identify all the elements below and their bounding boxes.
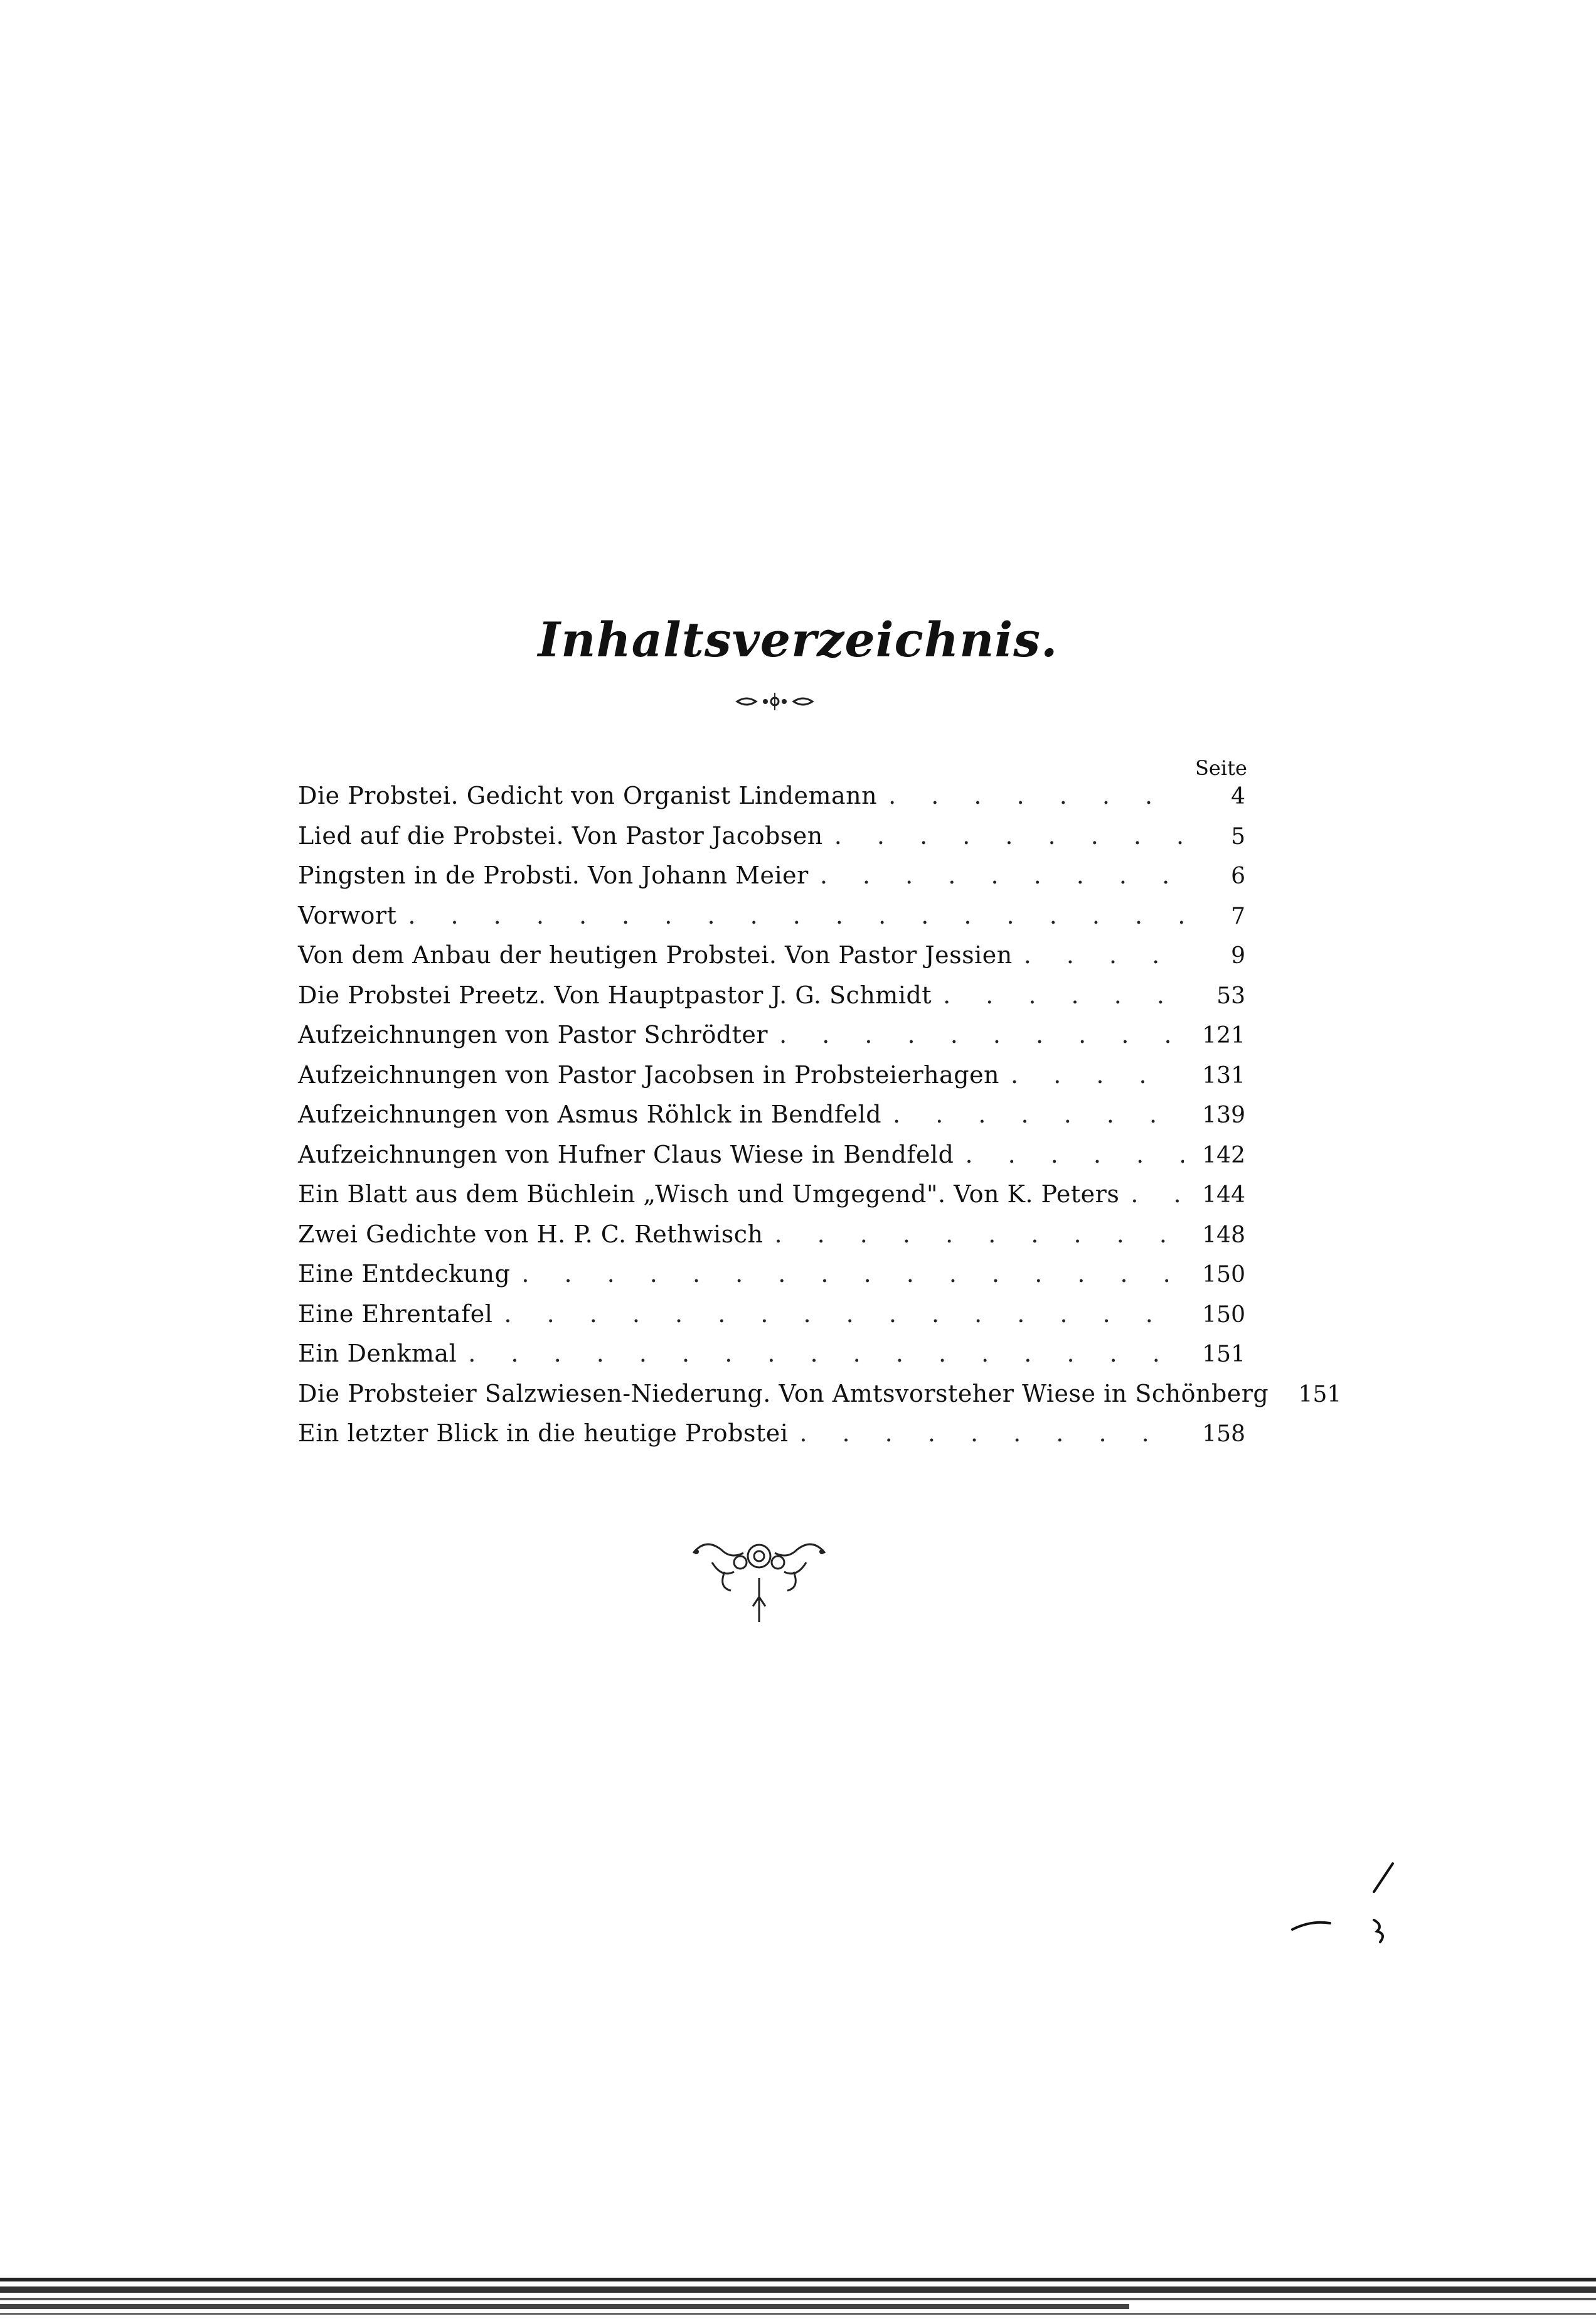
toc-entry xyxy=(298,1215,1245,1255)
toc-entry-title: Aufzeichnungen von Pastor Jacobsen in Probsteierhagen xyxy=(298,1060,1000,1089)
toc-entry xyxy=(298,976,1245,1016)
toc-entry-title: Von dem Anbau der heutigen Probstei. Von Pastor Jessien xyxy=(298,941,1013,969)
dot-leader xyxy=(504,1294,1184,1335)
toc-entry xyxy=(298,1135,1245,1175)
toc-entry-title: Lied auf die Probstei. Von Pastor Jacobsen xyxy=(298,821,823,850)
dot-leader xyxy=(779,1015,1184,1055)
toc-entry-title: Eine Ehrentafel xyxy=(298,1299,493,1328)
dot-leader xyxy=(774,1215,1184,1255)
dot-leader xyxy=(820,856,1184,896)
toc-entry-title: Die Probstei. Gedicht von Organist Lindemann xyxy=(298,782,878,809)
toc-entry xyxy=(298,1055,1245,1096)
toc-entry xyxy=(298,1414,1245,1454)
dot-leader xyxy=(408,896,1184,936)
dot-leader xyxy=(1130,1175,1184,1215)
toc-entry xyxy=(298,856,1245,896)
stray-ink-marks xyxy=(1280,1857,1405,1951)
toc-entry-title: Vorwort xyxy=(298,901,397,929)
scanned-page-edge xyxy=(0,2259,1596,2321)
toc-entry-page: 142 xyxy=(1202,1142,1245,1168)
toc-entry-page: 151 xyxy=(1202,1342,1245,1367)
toc-entry xyxy=(298,776,1245,816)
toc-entry-title: Aufzeichnungen von Pastor Schrödter xyxy=(298,1021,769,1048)
dot-leader xyxy=(1011,1055,1184,1096)
toc-entry xyxy=(298,1334,1245,1374)
page-column-label: Seite xyxy=(1195,756,1247,780)
toc-entry-title: Die Probsteier Salzwiesen-Niederung. Von Amtsvorsteher Wiese in Schönberg xyxy=(298,1379,1269,1407)
toc-entry-title: Ein letzter Blick in die heutige Probstei xyxy=(298,1419,789,1447)
toc-entry-title: Aufzeichnungen von Hufner Claus Wiese in Bendfeld xyxy=(298,1140,954,1168)
toc-entry-title: Ein Denkmal xyxy=(298,1340,457,1367)
dot-leader xyxy=(893,1095,1184,1135)
table-of-contents xyxy=(298,776,1342,1454)
toc-entry-title: Die Probstei Preetz. Von Hauptpastor J. G. Schmidt xyxy=(298,981,932,1009)
toc-entry xyxy=(298,816,1245,856)
flourish-ornament-icon xyxy=(734,689,816,714)
toc-entry-page: 4 xyxy=(1231,784,1245,809)
toc-entry xyxy=(298,1374,1342,1414)
dot-leader xyxy=(834,816,1184,856)
toc-entry-page: 139 xyxy=(1202,1102,1245,1128)
dot-leader xyxy=(943,976,1184,1016)
toc-entry-page: 151 xyxy=(1298,1381,1342,1407)
toc-entry-page: 150 xyxy=(1202,1301,1245,1328)
toc-entry-page: 7 xyxy=(1231,903,1245,929)
dot-leader xyxy=(1024,936,1184,976)
toc-entry xyxy=(298,1175,1245,1215)
dot-leader xyxy=(468,1334,1184,1374)
toc-entry-page: 5 xyxy=(1231,823,1245,850)
toc-entry-page: 121 xyxy=(1202,1023,1245,1048)
scroll-vignette-icon xyxy=(687,1528,831,1635)
toc-entry xyxy=(298,1294,1245,1335)
page-title: Inhaltsverzeichnis. xyxy=(538,612,1058,668)
toc-entry xyxy=(298,936,1245,976)
toc-entry xyxy=(298,1254,1245,1294)
toc-entry-page: 6 xyxy=(1231,863,1245,889)
dot-leader xyxy=(521,1254,1184,1294)
toc-entry xyxy=(298,896,1245,936)
dot-leader xyxy=(888,776,1184,816)
toc-entry-page: 148 xyxy=(1202,1222,1245,1248)
toc-entry-page: 53 xyxy=(1216,983,1245,1009)
toc-entry-title: Eine Entdeckung xyxy=(298,1260,511,1288)
toc-entry-title: Pingsten in de Probsti. Von Johann Meier xyxy=(298,862,809,889)
dot-leader xyxy=(799,1414,1184,1454)
toc-entry-title: Ein Blatt aus dem Büchlein „Wisch und Umgegend". Von K. Peters xyxy=(298,1180,1120,1208)
toc-entry xyxy=(298,1095,1245,1135)
toc-entry-page: 131 xyxy=(1202,1062,1245,1089)
dot-leader xyxy=(965,1135,1184,1175)
toc-entry-page: 150 xyxy=(1202,1262,1245,1288)
toc-entry-title: Aufzeichnungen von Asmus Röhlck in Bendfeld xyxy=(298,1101,882,1128)
toc-entry xyxy=(298,1015,1245,1055)
toc-entry-page: 158 xyxy=(1202,1421,1245,1447)
toc-entry-page: 144 xyxy=(1202,1182,1245,1208)
toc-entry-title: Zwei Gedichte von H. P. C. Rethwisch xyxy=(298,1220,763,1248)
toc-entry-page: 9 xyxy=(1231,943,1245,969)
